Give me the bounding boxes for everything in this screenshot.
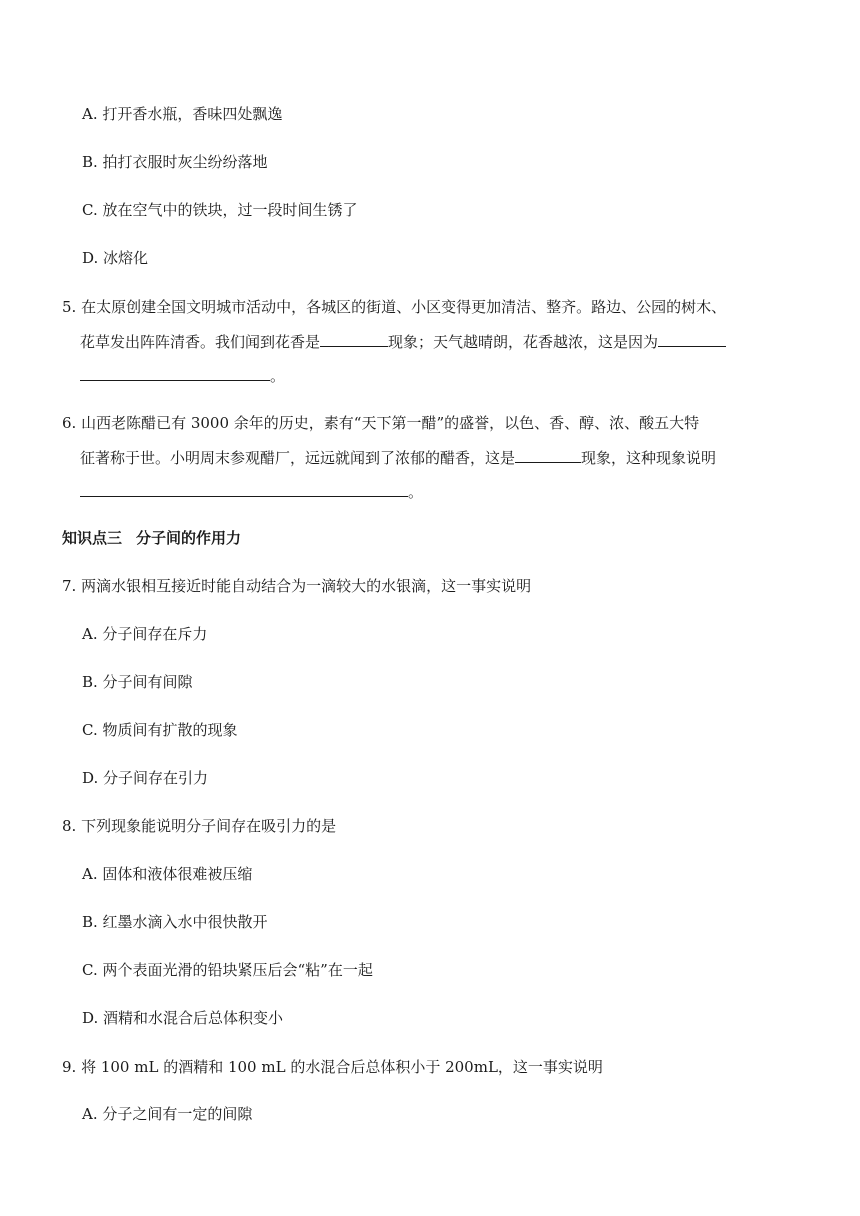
q7-option-d: D. 分子间存在引力 xyxy=(82,769,209,787)
q6-stem-line1: 6. 山西老陈醋已有 3000 余年的历史，素有“天下第一醋”的盛誉，以色、香、醇、浓、酸五大特 xyxy=(62,414,700,432)
q6-stem-line3 xyxy=(80,481,423,502)
q6-blank-1[interactable] xyxy=(515,447,581,463)
q7-option-c: C. 物质间有扩散的现象 xyxy=(82,721,238,739)
q4-option-d: D. 冰熔化 xyxy=(82,249,149,267)
q5-stem-line1: 5. 在太原创建全国文明城市活动中，各城区的街道、小区变得更加清洁、整齐。路边、公园的树木、 xyxy=(62,298,727,316)
q5-blank-2-continued[interactable] xyxy=(80,365,270,381)
q7-option-a: A. 分子间存在斥力 xyxy=(82,625,208,643)
q8-option-a: A. 固体和液体很难被压缩 xyxy=(82,865,253,883)
q6-end-mark: 。 xyxy=(408,483,424,501)
q5-text-part2: 现象；天气越晴朗，花香越浓，这是因为 xyxy=(388,333,659,351)
q5-stem-line2 xyxy=(80,331,726,352)
q6-stem-line2 xyxy=(80,447,716,468)
q9-stem: 9. 将 100 mL 的酒精和 100 mL 的水混合后总体积小于 200mL，这一事实说明 xyxy=(62,1058,603,1076)
q7-stem: 7. 两滴水银相互接近时能自动结合为一滴较大的水银滴，这一事实说明 xyxy=(62,577,532,595)
section-title: 分子间的作用力 xyxy=(136,529,242,547)
q4-option-c: C. 放在空气中的铁块，过一段时间生锈了 xyxy=(82,201,358,219)
q5-end-mark: 。 xyxy=(270,367,286,385)
q8-option-c: C. 两个表面光滑的铅块紧压后会“粘”在一起 xyxy=(82,961,373,979)
q5-text-part1: 花草发出阵阵清香。我们闻到花香是 xyxy=(80,333,321,351)
q5-blank-2[interactable] xyxy=(658,331,726,347)
q8-option-b: B. 红墨水滴入水中很快散开 xyxy=(82,913,268,931)
q4-option-a: A. 打开香水瓶，香味四处飘逸 xyxy=(82,105,283,123)
q5-blank-1[interactable] xyxy=(320,331,388,347)
q4-option-b: B. 拍打衣服时灰尘纷纷落地 xyxy=(82,153,268,171)
q6-blank-2[interactable] xyxy=(80,481,408,497)
q6-text-part2: 现象，这种现象说明 xyxy=(581,449,717,467)
q7-option-b: B. 分子间有间隙 xyxy=(82,673,193,691)
q8-option-d: D. 酒精和水混合后总体积变小 xyxy=(82,1009,284,1027)
q6-text-part1: 征著称于世。小明周末参观醋厂，远远就闻到了浓郁的醋香，这是 xyxy=(80,449,516,467)
q5-stem-line3 xyxy=(80,365,285,386)
section-heading xyxy=(62,528,241,548)
q8-stem: 8. 下列现象能说明分子间存在吸引力的是 xyxy=(62,817,337,835)
section-label: 知识点三 xyxy=(62,529,123,547)
q9-option-a: A. 分子之间有一定的间隙 xyxy=(82,1105,253,1123)
